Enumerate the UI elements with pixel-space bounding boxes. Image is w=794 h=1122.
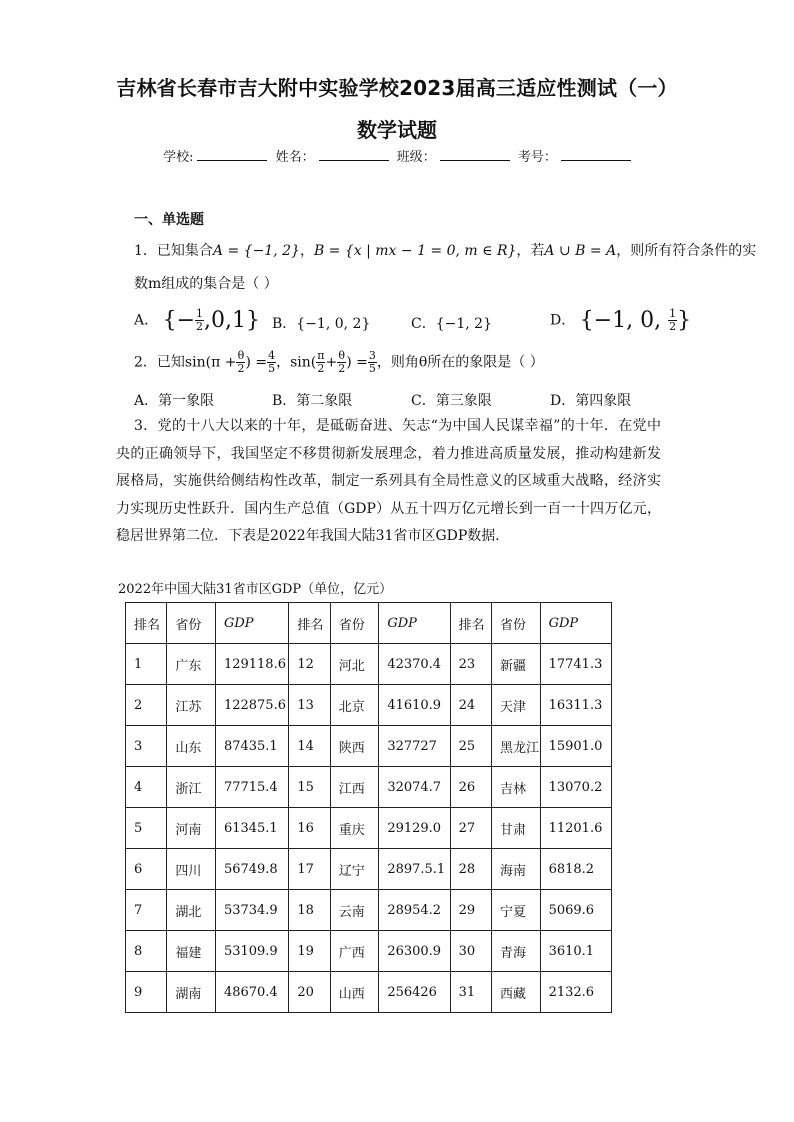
province-cell: 四川 — [167, 849, 216, 890]
q1-option-a-label: A． — [134, 312, 159, 329]
id-blank — [561, 148, 631, 161]
gdp-cell: 5069.6 — [540, 890, 611, 931]
table-row — [126, 972, 612, 1013]
rank-cell: 19 — [289, 931, 330, 972]
q1-option-b-label: B． — [272, 316, 297, 332]
q2-two-3: 2 — [338, 362, 346, 375]
table-row — [126, 767, 612, 808]
q2-two-2: 2 — [317, 362, 325, 375]
province-cell: 天津 — [492, 685, 541, 726]
q1-option-d-num: 1 — [669, 307, 677, 320]
province-cell: 辽宁 — [330, 849, 379, 890]
gdp-cell: 42370.4 — [379, 644, 450, 685]
q1-option-a-num: 1 — [196, 307, 204, 320]
rank-cell: 31 — [450, 972, 491, 1013]
q1-option-d — [550, 308, 691, 333]
header-cell: 省份 — [492, 603, 541, 644]
header-cell: 排名 — [289, 603, 330, 644]
gdp-table — [125, 602, 612, 1013]
exam-subtitle: 数学试题 — [357, 118, 437, 142]
q2-value-1 — [267, 350, 276, 375]
province-cell: 青海 — [492, 931, 541, 972]
rank-cell: 28 — [450, 849, 491, 890]
gdp-cell: 327727 — [379, 726, 450, 767]
table-row — [126, 808, 612, 849]
q2-theta-1: θ — [237, 349, 245, 362]
rank-cell: 20 — [289, 972, 330, 1013]
q2-value-2-den: 5 — [368, 362, 376, 375]
header-cell: 省份 — [330, 603, 379, 644]
province-cell: 甘肃 — [492, 808, 541, 849]
q2-value-1-den: 5 — [268, 362, 276, 375]
province-cell: 江苏 — [167, 685, 216, 726]
q2-pi: π — [317, 349, 325, 362]
q2-theta-2: θ — [338, 349, 346, 362]
class-blank — [440, 148, 510, 161]
gdp-cell: 15901.0 — [540, 726, 611, 767]
q2-text-a: 2．已知 — [134, 354, 185, 371]
gdp-cell: 29129.0 — [379, 808, 450, 849]
q2-two-1: 2 — [237, 362, 245, 375]
q1-option-c-text: {−1, 2} — [435, 316, 492, 332]
q1-option-d-fraction — [668, 308, 677, 333]
table-row — [126, 685, 612, 726]
q2-expr2-pre: sin( — [290, 354, 317, 371]
province-cell: 河南 — [167, 808, 216, 849]
province-cell: 浙江 — [167, 767, 216, 808]
rank-cell: 6 — [126, 849, 167, 890]
gdp-cell: 26300.9 — [379, 931, 450, 972]
table-row — [126, 849, 612, 890]
gdp-cell: 28954.2 — [379, 890, 450, 931]
gdp-cell: 32074.7 — [379, 767, 450, 808]
q2-theta-half-2 — [337, 350, 346, 375]
section-heading: 一、单选题 — [134, 212, 204, 228]
header-cell: 省份 — [167, 603, 216, 644]
q1-option-d-pre: {−1, 0, — [579, 308, 669, 333]
rank-cell: 29 — [450, 890, 491, 931]
gdp-cell: 48670.4 — [215, 972, 288, 1013]
rank-cell: 4 — [126, 767, 167, 808]
province-cell: 山西 — [330, 972, 379, 1013]
gdp-cell: 11201.6 — [540, 808, 611, 849]
table-row — [126, 644, 612, 685]
rank-cell: 7 — [126, 890, 167, 931]
exam-title: 吉林省长春市吉大附中实验学校2023届高三适应性测试（一） — [116, 76, 678, 100]
table-body — [126, 644, 612, 1013]
q1-set-b: B = {x | mx − 1 = 0, m ∈ R} — [313, 243, 517, 259]
province-cell: 北京 — [330, 685, 379, 726]
rank-cell: 15 — [289, 767, 330, 808]
student-info-line — [0, 146, 794, 165]
question-2-line — [134, 350, 544, 375]
q2-plus: + — [325, 354, 338, 371]
province-cell: 海南 — [492, 849, 541, 890]
q2-value-2 — [368, 350, 377, 375]
rank-cell: 30 — [450, 931, 491, 972]
rank-cell: 5 — [126, 808, 167, 849]
q1-option-d-post: } — [677, 308, 692, 333]
school-label: 学校: — [163, 150, 194, 165]
rank-cell: 12 — [289, 644, 330, 685]
header-cell: GDP — [379, 603, 450, 644]
q1-condition: A ∪ B = A — [544, 243, 617, 259]
gdp-cell: 129118.6 — [215, 644, 288, 685]
rank-cell: 24 — [450, 685, 491, 726]
province-cell: 福建 — [167, 931, 216, 972]
table-row — [126, 726, 612, 767]
q1-option-c — [411, 313, 492, 333]
gdp-cell: 56749.8 — [215, 849, 288, 890]
q2-value-2-num: 3 — [368, 349, 376, 362]
province-cell: 湖北 — [167, 890, 216, 931]
gdp-cell: 16311.3 — [540, 685, 611, 726]
gdp-cell: 6818.2 — [540, 849, 611, 890]
province-cell: 湖南 — [167, 972, 216, 1013]
province-cell: 宁夏 — [492, 890, 541, 931]
gdp-cell: 77715.4 — [215, 767, 288, 808]
header-cell: 排名 — [450, 603, 491, 644]
question-1-line-1 — [134, 240, 756, 260]
rank-cell: 17 — [289, 849, 330, 890]
q1-text-c: ，则所有符合条件的实 — [616, 243, 757, 259]
q1-option-a-den: 2 — [196, 320, 204, 333]
q1-option-d-den: 2 — [669, 320, 677, 333]
q2-option-a: A．第一象限 — [134, 393, 215, 409]
name-blank — [319, 148, 389, 161]
q2-option-c: C．第三象限 — [411, 393, 492, 409]
header-cell: GDP — [215, 603, 288, 644]
gdp-cell: 41610.9 — [379, 685, 450, 726]
q1-text-b: ，若 — [516, 243, 545, 259]
q1-option-d-label: D． — [550, 312, 576, 329]
id-label: 考号： — [517, 150, 557, 165]
province-cell: 江西 — [330, 767, 379, 808]
rank-cell: 8 — [126, 931, 167, 972]
q1-option-a-post: ,0,1} — [204, 308, 260, 333]
rank-cell: 18 — [289, 890, 330, 931]
province-cell: 云南 — [330, 890, 379, 931]
gdp-cell: 3610.1 — [540, 931, 611, 972]
province-cell: 新疆 — [492, 644, 541, 685]
q2-value-1-num: 4 — [268, 349, 276, 362]
province-cell: 山东 — [167, 726, 216, 767]
question-3-paragraph: 3．党的十八大以来的十年，是砥砺奋进、矢志“为中国人民谋幸福”的十年．在党中央的正确领导下，我国坚定不移贯彻新发展理念，着力推进高质量发展，推动构建新发展格局，实施供给侧结构性改革，制定一系列具有全局性意义的区域重大战略，经济实力实现历史性跃升．国内生产总值（GDP）从五十四万亿元增长到一百一十四万亿元，稳居世界第二位．下表是2022年我国大陆31省市区GDP数据． — [116, 418, 661, 544]
q2-expr2-post: ) = — [346, 354, 368, 371]
q1-option-a — [134, 308, 260, 333]
table-caption: 2022年中国大陆31省市区GDP（单位，亿元） — [118, 582, 393, 597]
q1-text-a: 1．已知集合 — [134, 243, 213, 259]
q1-option-b-text: {−1, 0, 2} — [296, 316, 371, 332]
rank-cell: 27 — [450, 808, 491, 849]
q1-option-b — [272, 313, 370, 333]
province-cell: 广西 — [330, 931, 379, 972]
gdp-cell: 2897.5.1 — [379, 849, 450, 890]
rank-cell: 13 — [289, 685, 330, 726]
q1-option-a-pre: {− — [162, 308, 196, 333]
table-row — [126, 890, 612, 931]
q2-expr1-post: ) = — [245, 354, 268, 371]
rank-cell: 9 — [126, 972, 167, 1013]
q2-expr1-pre: sin(π + — [184, 354, 237, 371]
province-cell: 河北 — [330, 644, 379, 685]
q1-set-a: A = {−1, 2} — [212, 243, 300, 259]
gdp-cell: 87435.1 — [215, 726, 288, 767]
rank-cell: 14 — [289, 726, 330, 767]
rank-cell: 26 — [450, 767, 491, 808]
q1-sep: ， — [299, 243, 314, 259]
rank-cell: 1 — [126, 644, 167, 685]
header-cell: GDP — [540, 603, 611, 644]
rank-cell: 25 — [450, 726, 491, 767]
school-blank — [197, 148, 267, 161]
gdp-cell: 53734.9 — [215, 890, 288, 931]
q2-text-b: ，则角θ所在的象限是（ ） — [376, 354, 544, 371]
gdp-cell: 256426 — [379, 972, 450, 1013]
q2-option-b: B．第二象限 — [272, 393, 353, 409]
rank-cell: 3 — [126, 726, 167, 767]
table-row — [126, 931, 612, 972]
gdp-cell: 53109.9 — [215, 931, 288, 972]
question-1-line-2: 数m组成的集合是（ ） — [134, 276, 278, 292]
rank-cell: 16 — [289, 808, 330, 849]
q2-comma: ， — [276, 354, 291, 371]
province-cell: 重庆 — [330, 808, 379, 849]
q2-option-d: D．第四象限 — [550, 393, 632, 409]
province-cell: 陕西 — [330, 726, 379, 767]
province-cell: 吉林 — [492, 767, 541, 808]
gdp-cell: 2132.6 — [540, 972, 611, 1013]
name-label: 姓名： — [275, 150, 315, 165]
q1-option-c-label: C． — [411, 316, 436, 332]
province-cell: 西藏 — [492, 972, 541, 1013]
gdp-cell: 122875.6 — [215, 685, 288, 726]
rank-cell: 2 — [126, 685, 167, 726]
gdp-cell: 13070.2 — [540, 767, 611, 808]
province-cell: 广东 — [167, 644, 216, 685]
header-cell: 排名 — [126, 603, 167, 644]
gdp-cell: 17741.3 — [540, 644, 611, 685]
province-cell: 黑龙江 — [492, 726, 541, 767]
q1-option-a-fraction — [195, 308, 204, 333]
gdp-cell: 61345.1 — [215, 808, 288, 849]
class-label: 班级： — [396, 150, 436, 165]
table-header-row — [126, 603, 612, 644]
rank-cell: 23 — [450, 644, 491, 685]
